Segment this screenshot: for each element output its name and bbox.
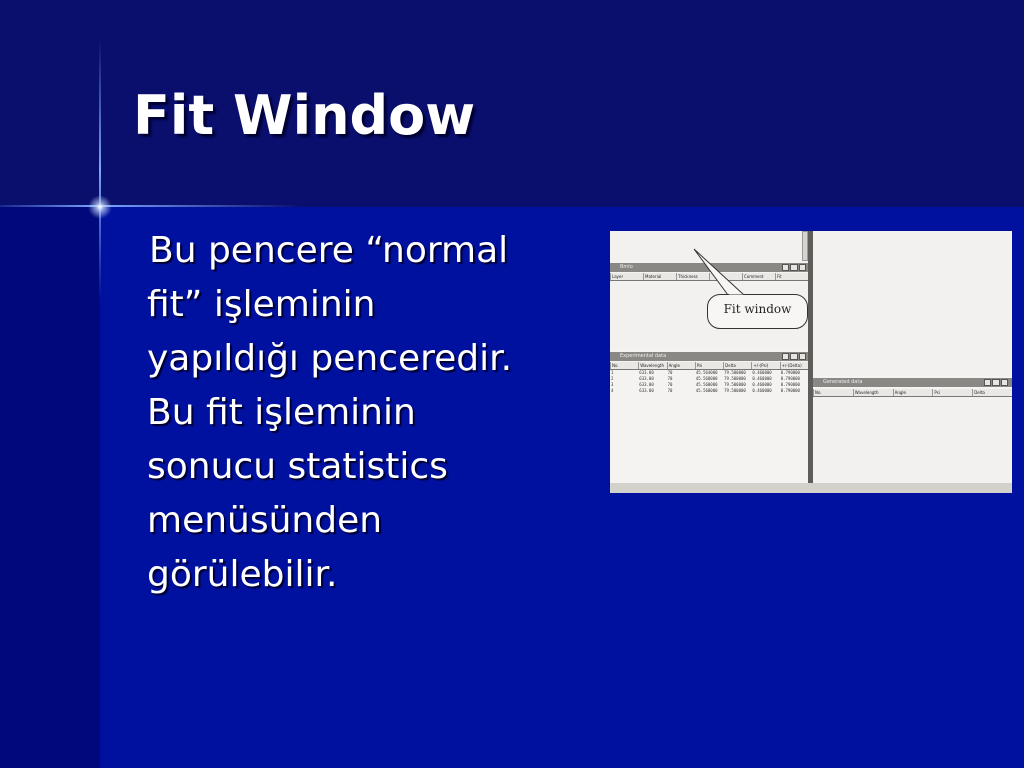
slide-left-band bbox=[0, 207, 100, 768]
table-cell: 70 bbox=[667, 388, 673, 393]
column-header: Angle bbox=[667, 362, 695, 369]
body-line: sonucu statistics bbox=[147, 446, 448, 487]
callout-label: Fit window bbox=[723, 302, 792, 316]
sparkle-icon bbox=[86, 193, 114, 221]
table-cell: 633.00 bbox=[639, 370, 654, 375]
table-cell: 45.560000 bbox=[695, 382, 718, 387]
column-header: Delta bbox=[972, 389, 1012, 396]
data-window-title: Experimental data bbox=[620, 353, 667, 359]
table-cell: 4 bbox=[611, 388, 614, 393]
callout-bubble bbox=[707, 294, 808, 329]
table-cell: 79.500000 bbox=[724, 388, 746, 393]
table-cell: 0.790000 bbox=[780, 382, 800, 387]
column-header: No. bbox=[813, 389, 853, 396]
table-cell: 79.500000 bbox=[724, 376, 746, 381]
table-cell: 45.564000 bbox=[695, 370, 718, 375]
table-cell: 0.460000 bbox=[752, 376, 772, 381]
table-cell: 70 bbox=[667, 382, 673, 387]
table-cell: 0.460000 bbox=[752, 370, 772, 375]
column-header: Angle bbox=[893, 389, 933, 396]
table-cell: 70 bbox=[667, 370, 673, 375]
table-cell: 1 bbox=[611, 370, 614, 375]
body-line: Bu fit işleminin bbox=[147, 392, 416, 433]
table-cell: 0.790000 bbox=[780, 376, 800, 381]
table-cell: 633.00 bbox=[639, 382, 654, 387]
generated-window-title: Generated data bbox=[823, 379, 863, 385]
table-cell: 79.500000 bbox=[724, 370, 746, 375]
body-line: fit” işleminin bbox=[147, 284, 376, 325]
body-line: görülebilir. bbox=[147, 554, 338, 595]
column-header: Wavelength bbox=[853, 389, 893, 396]
column-header: No. bbox=[610, 362, 638, 369]
table-cell: 3 bbox=[611, 382, 614, 387]
column-header: Wavelength bbox=[638, 362, 666, 369]
column-header: Layer bbox=[610, 273, 643, 280]
column-header: Thickness bbox=[676, 273, 709, 280]
column-header: +/-(Delta) bbox=[780, 362, 808, 369]
fit-window-screenshot bbox=[610, 231, 1012, 493]
column-header: Material bbox=[643, 273, 676, 280]
table-cell: 79.500000 bbox=[724, 382, 746, 387]
table-cell: 70 bbox=[667, 376, 673, 381]
slide-title: Fit Window bbox=[133, 84, 476, 147]
table-cell: 0.790000 bbox=[780, 388, 800, 393]
column-header: Psi bbox=[932, 389, 972, 396]
layer-window-title: Bmlo bbox=[620, 264, 633, 270]
column-header: Psi bbox=[695, 362, 723, 369]
horizontal-accent-line bbox=[0, 205, 300, 207]
table-cell: 0.790000 bbox=[780, 370, 800, 375]
vertical-accent-line bbox=[99, 40, 101, 300]
slide-body bbox=[147, 224, 587, 602]
callout-pointer bbox=[610, 231, 1012, 493]
table-cell: 2 bbox=[611, 376, 614, 381]
column-header: Delta bbox=[723, 362, 751, 369]
body-line: Bu pencere “normal bbox=[149, 230, 509, 271]
table-cell: 45.568000 bbox=[695, 376, 718, 381]
column-header: +/-(Psi) bbox=[751, 362, 779, 369]
column-header: Fit bbox=[775, 273, 808, 280]
column-header: Comment bbox=[742, 273, 775, 280]
table-cell: 0.460000 bbox=[752, 382, 772, 387]
table-cell: 633.00 bbox=[639, 388, 654, 393]
table-cell: 0.460000 bbox=[752, 388, 772, 393]
body-line: menüsünden bbox=[147, 500, 383, 541]
table-cell: 633.00 bbox=[639, 376, 654, 381]
body-line: yapıldığı penceredir. bbox=[147, 338, 513, 379]
table-cell: 45.560000 bbox=[695, 388, 718, 393]
